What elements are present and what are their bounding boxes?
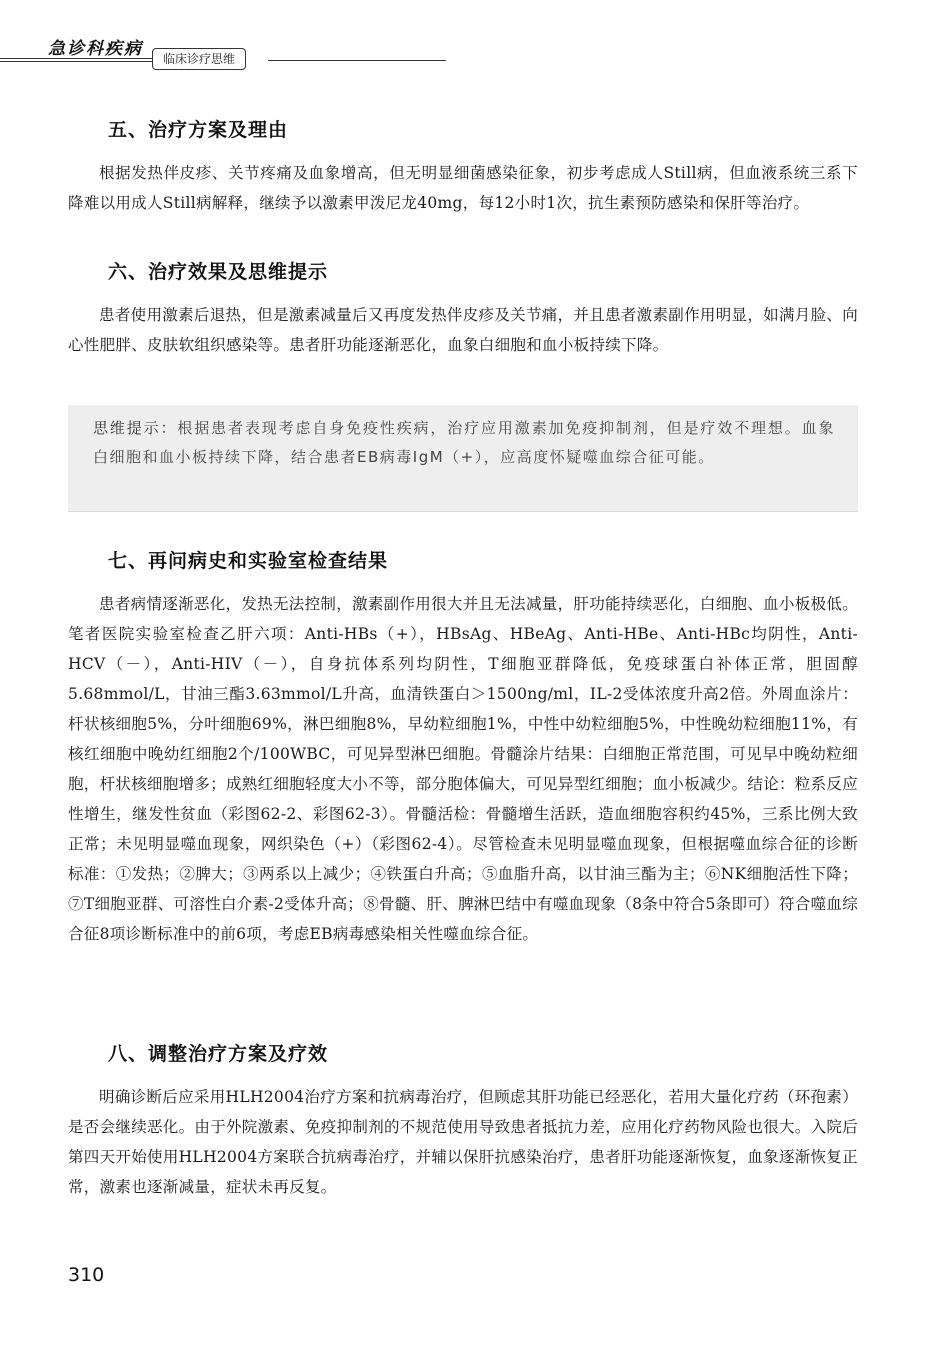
book-title: 急诊科疾病 <box>48 39 143 59</box>
paragraph: 患者病情逐渐恶化，发热无法控制，激素副作用很大并且无法减量，肝功能持续恶化，白细胞、血小板极低。笔者医院实验室检查乙肝六项：Anti-HBs（+），HBsAg、HBeAg、Anti-HBe、Anti-HBc均阴性，Anti-HCV（－），Anti-HIV（－），自身抗体系列均阴性，T细胞亚群降低，免疫球蛋白补体正常，胆固醇5.68mmol/L，甘油三酯3.63mmol/L升高，血清铁蛋白＞1500ng/ml，IL-2受体浓度升高2倍。外周血涂片：杆状核细胞5%，分叶细胞69%，淋巴细胞8%，早幼粒细胞1%，中性中幼粒细胞5%，中性晚幼粒细胞11%，有核红细胞中晚幼红细胞2个/100WBC，可见异型淋巴细胞。骨髓涂片结果：白细胞正常范围，可见早中晚幼粒细胞，杆状核细胞增多；成熟红细胞轻度大小不等，部分胞体偏大，可见异型红细胞；血小板减少。结论：粒系反应性增生，继发性贫血（彩图62-2、彩图62-3）。骨髓活检：骨髓增生活跃，造血细胞容积约45%，三系比例大致正常；未见明显噬血现象，网织染色（+）（彩图62-4）。尽管检查未见明显噬血现象，但根据噬血综合征的诊断标准：①发热；②脾大；③两系以上减少；④铁蛋白升高；⑤血脂升高，以甘油三酯为主；⑥NK细胞活性下降；⑦T细胞亚群、可溶性白介素-2受体升高；⑧骨髓、肝、脾淋巴结中有噬血现象（8条中符合5条即可）符合噬血综合征8项诊断标准中的前6项，考虑EB病毒感染相关性噬血综合征。 <box>68 595 859 943</box>
thinking-tip-box <box>68 405 858 512</box>
header-rule-secondary <box>0 61 158 62</box>
section-adjusted-treatment <box>68 1040 858 1202</box>
section-treatment-effect <box>68 258 858 360</box>
page-number: 310 <box>68 1264 105 1286</box>
section-heading: 六、治疗效果及思维提示 <box>108 261 329 283</box>
running-header <box>0 28 950 78</box>
section-history-lab-results <box>68 547 858 949</box>
thinking-tip-content: 根据患者表现考虑自身免疫性疾病，治疗应用激素加免疫抑制剂，但是疗效不理想。血象白细胞和血小板持续下降，结合患者EB病毒IgM（+），应高度怀疑噬血综合征可能。 <box>93 419 835 466</box>
header-rule-right <box>268 60 446 61</box>
paragraph: 患者使用激素后退热，但是激素减量后又再度发热伴皮疹及关节痛，并且患者激素副作用明显，如满月脸、向心性肥胖、皮肤软组织感染等。患者肝功能逐渐恶化，血象白细胞和血小板持续下降。 <box>68 306 858 354</box>
section-treatment-plan <box>68 116 858 218</box>
series-tag: 临床诊疗思维 <box>152 48 246 70</box>
paragraph: 明确诊断后应采用HLH2004治疗方案和抗病毒治疗，但顾虑其肝功能已经恶化，若用大量化疗药（环孢素）是否会继续恶化。由于外院激素、免疫抑制剂的不规范使用导致患者抵抗力差，应用化疗药物风险也很大。入院后第四天开始使用HLH2004方案联合抗病毒治疗，并辅以保肝抗感染治疗，患者肝功能逐渐恢复，血象逐渐恢复正常，激素也逐渐减量，症状未再反复。 <box>68 1088 859 1196</box>
paragraph: 根据发热伴皮疹、关节疼痛及血象增高，但无明显细菌感染征象，初步考虑成人Still病，但血液系统三系下降难以用成人Still病解释，继续予以激素甲泼尼龙40mg，每12小时1次，抗生素预防感染和保肝等治疗。 <box>68 164 858 212</box>
section-heading: 八、调整治疗方案及疗效 <box>108 1043 329 1065</box>
section-heading: 七、再问病史和实验室检查结果 <box>108 550 389 572</box>
thinking-tip-label: 思维提示： <box>93 419 178 437</box>
thinking-tip-text <box>93 414 835 472</box>
header-rule <box>0 58 158 59</box>
section-heading: 五、治疗方案及理由 <box>108 119 289 141</box>
